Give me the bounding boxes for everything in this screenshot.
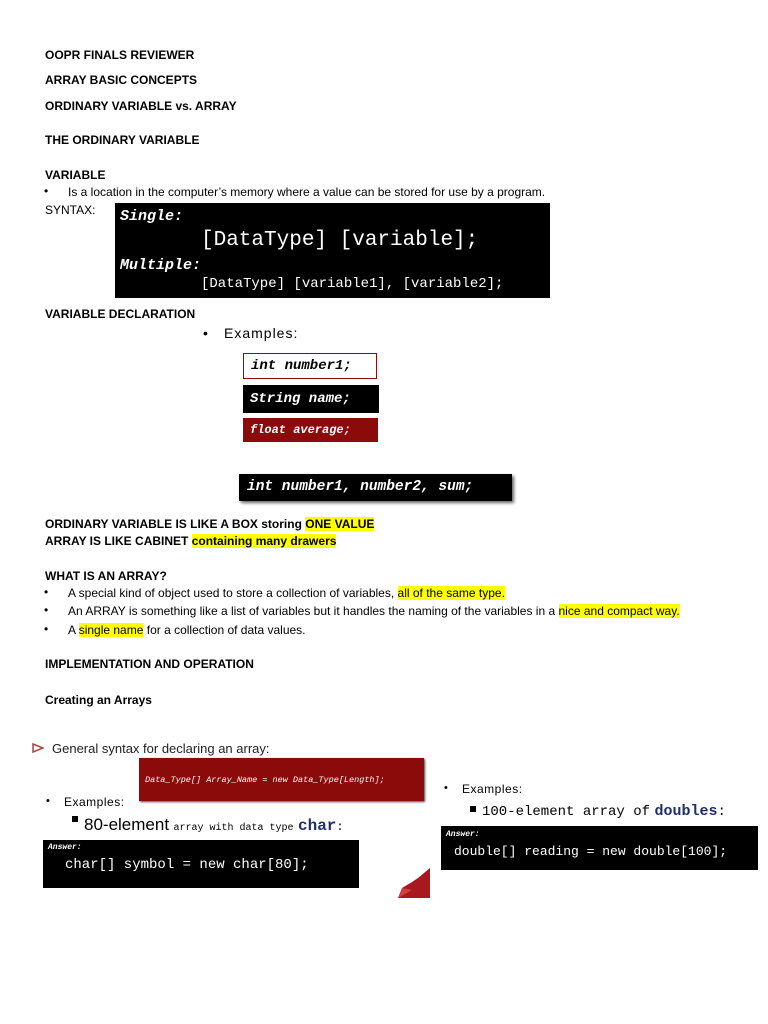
bullet-dot: • (44, 585, 49, 599)
bullet-dot: • (44, 184, 49, 198)
examples-label: Examples: (224, 325, 299, 341)
right-example-text: 100-element array of (482, 804, 651, 820)
right-answer-code: double[] reading = new double[100]; (454, 844, 728, 859)
syntax-code-box (115, 203, 550, 298)
left-answer-code: char[] symbol = new char[80]; (65, 857, 309, 873)
right-example-colon: : (717, 804, 726, 820)
bullet-dot: • (44, 622, 49, 636)
array-bullet-3 (68, 623, 306, 637)
array-bullet-1-highlight: all of the same type. (397, 586, 505, 600)
array-syntax-code: Data_Type[] Array_Name = new Data_Type[Length]; (145, 775, 385, 785)
left-examples-bullet: • (46, 795, 50, 807)
subtitle-ordinary-vs-array: ORDINARY VARIABLE vs. ARRAY (45, 99, 237, 113)
cabinet-analogy-line (45, 534, 336, 548)
creating-arrays-heading: Creating an Arrays (45, 693, 152, 707)
example-int-code: int number1; (251, 358, 352, 374)
multiple-label: Multiple: (120, 257, 202, 274)
example-string-box (243, 385, 379, 413)
square-bullet-icon (72, 816, 78, 822)
examples-bullet: • (203, 325, 208, 341)
example-int-box (243, 353, 377, 379)
multiple-syntax-code: [DataType] [variable1], [variable2]; (201, 276, 504, 292)
box-analogy-text: ORDINARY VARIABLE IS LIKE A BOX storing (45, 517, 306, 531)
box-analogy-line (45, 517, 374, 531)
array-bullet-3-suffix: for a collection of data values. (143, 623, 306, 637)
single-syntax-code: [DataType] [variable]; (201, 229, 479, 252)
triangle-arrow-icon (32, 741, 44, 759)
variable-definition: Is a location in the computer’s memory where a value can be stored for use by a program. (68, 185, 546, 199)
cabinet-analogy-highlight: containing many drawers (191, 534, 337, 548)
array-bullet-2-text: An ARRAY is something like a list of variables but it handles the naming of the variables in a (68, 604, 559, 618)
single-label: Single: (120, 208, 184, 225)
example-float-box (243, 418, 378, 442)
what-is-array-heading: WHAT IS AN ARRAY? (45, 569, 167, 583)
example-multi-code: int number1, number2, sum; (247, 479, 474, 495)
right-answer-label: Answer: (446, 830, 480, 839)
general-syntax-label: General syntax for declaring an array: (52, 741, 270, 756)
example-string-code: String name; (250, 391, 351, 407)
right-examples-bullet: • (444, 782, 448, 794)
box-analogy-highlight: ONE VALUE (305, 517, 375, 531)
implementation-heading: IMPLEMENTATION AND OPERATION (45, 657, 254, 671)
array-bullet-3-highlight: single name (78, 623, 144, 637)
left-examples-label: Examples: (64, 795, 125, 809)
array-syntax-box (139, 758, 424, 801)
right-example-description (482, 802, 726, 820)
right-examples-label: Examples: (462, 782, 523, 796)
example-multi-box (239, 474, 512, 501)
right-answer-box (441, 826, 758, 870)
array-bullet-3-prefix: A (68, 623, 79, 637)
array-bullet-2 (68, 604, 680, 618)
left-example-size: 80-element (84, 815, 170, 834)
left-answer-label: Answer: (48, 843, 82, 852)
left-answer-box (43, 840, 359, 888)
document-title: OOPR FINALS REVIEWER (45, 48, 195, 62)
array-bullet-2-highlight: nice and compact way. (558, 604, 680, 618)
left-example-description (84, 815, 344, 835)
left-example-colon: : (336, 820, 344, 834)
left-example-text: array with data type (173, 823, 294, 834)
variable-declaration-heading: VARIABLE DECLARATION (45, 307, 196, 321)
decorative-shape-icon (398, 868, 430, 903)
bullet-dot: • (44, 603, 49, 617)
syntax-label: SYNTAX: (45, 203, 96, 217)
variable-heading: VARIABLE (45, 168, 106, 182)
cabinet-analogy-text: ARRAY IS LIKE CABINET (45, 534, 192, 548)
section-ordinary-variable: THE ORDINARY VARIABLE (45, 133, 200, 147)
subtitle-array-basic-concepts: ARRAY BASIC CONCEPTS (45, 73, 198, 87)
example-float-code: float average; (250, 423, 351, 437)
square-bullet-icon (470, 806, 476, 812)
right-example-type: doubles (654, 803, 718, 820)
left-example-type: char (298, 817, 337, 835)
array-bullet-1 (68, 586, 505, 600)
array-bullet-1-text: A special kind of object used to store a collection of variables, (68, 586, 398, 600)
